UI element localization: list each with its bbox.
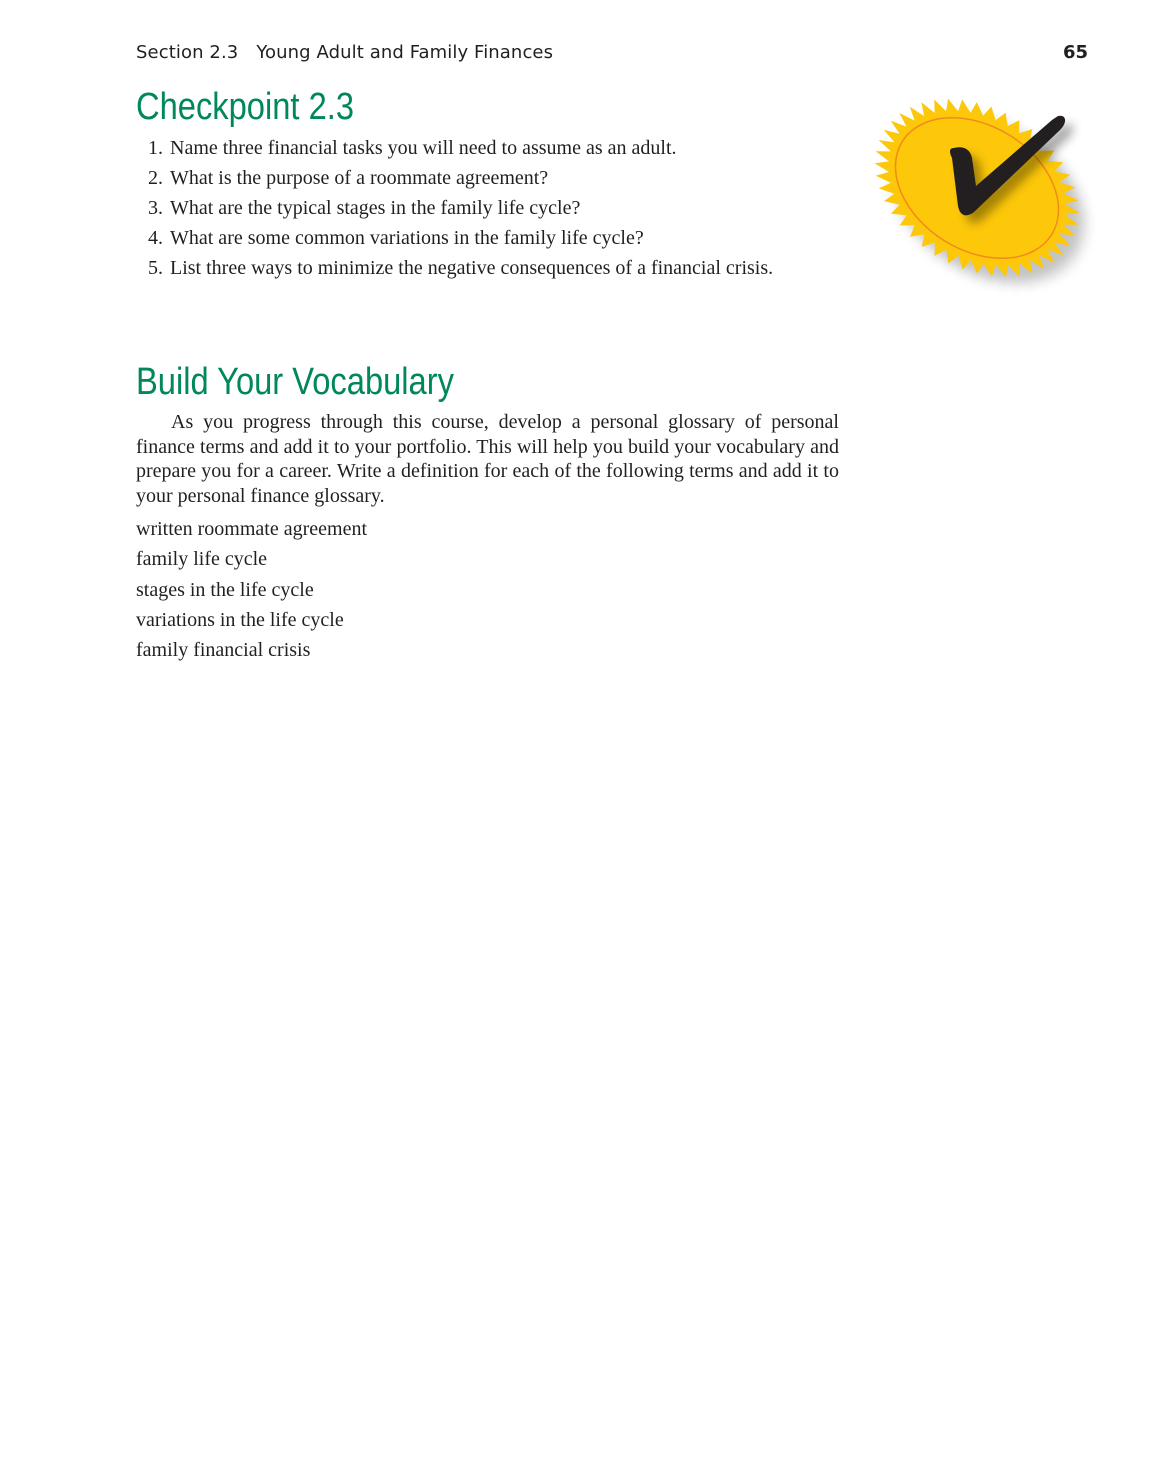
question-item xyxy=(136,256,816,281)
vocabulary-term: written roommate agreement xyxy=(136,518,368,540)
question-text: Name three financial tasks you will need to assume as an adult. xyxy=(170,137,677,159)
vocabulary-term: family financial crisis xyxy=(136,639,311,662)
question-number: 4. xyxy=(148,227,163,249)
question-number: 1. xyxy=(148,137,163,159)
question-item xyxy=(136,166,816,191)
question-item xyxy=(136,226,816,251)
vocabulary-intro: As you progress through this course, develop a personal glossary of personal finance terms and add it to your portfolio. This will help you build your vocabulary and prepare you for a career. Write a definition for each of the following terms and add it to your personal finance glossary. xyxy=(136,411,839,507)
question-text: What are some common variations in the family life cycle? xyxy=(170,227,644,249)
checkmark-badge-icon xyxy=(852,88,1122,303)
checkpoint-questions xyxy=(136,136,816,286)
vocabulary-terms xyxy=(136,514,367,665)
vocabulary-term: stages in the life cycle xyxy=(136,578,314,601)
running-header xyxy=(136,42,553,63)
section-number: Section 2.3 xyxy=(136,42,239,63)
section-title: Young Adult and Family Finances xyxy=(256,42,554,63)
question-text: What is the purpose of a roommate agreement? xyxy=(170,167,549,189)
question-item xyxy=(136,136,816,161)
vocabulary-term: family life cycle xyxy=(136,548,268,571)
question-text: List three ways to minimize the negative consequences of a financial crisis. xyxy=(170,257,774,279)
page-number: 65 xyxy=(1062,42,1088,63)
vocabulary-term: variations in the life cycle xyxy=(136,608,344,631)
question-text: What are the typical stages in the family life cycle? xyxy=(170,197,581,219)
question-number: 3. xyxy=(148,197,163,219)
question-item xyxy=(136,196,816,221)
vocabulary-heading: Build Your Vocabulary xyxy=(136,361,454,403)
question-number: 2. xyxy=(148,167,163,189)
checkpoint-heading: Checkpoint 2.3 xyxy=(136,86,355,128)
question-number: 5. xyxy=(148,257,163,279)
